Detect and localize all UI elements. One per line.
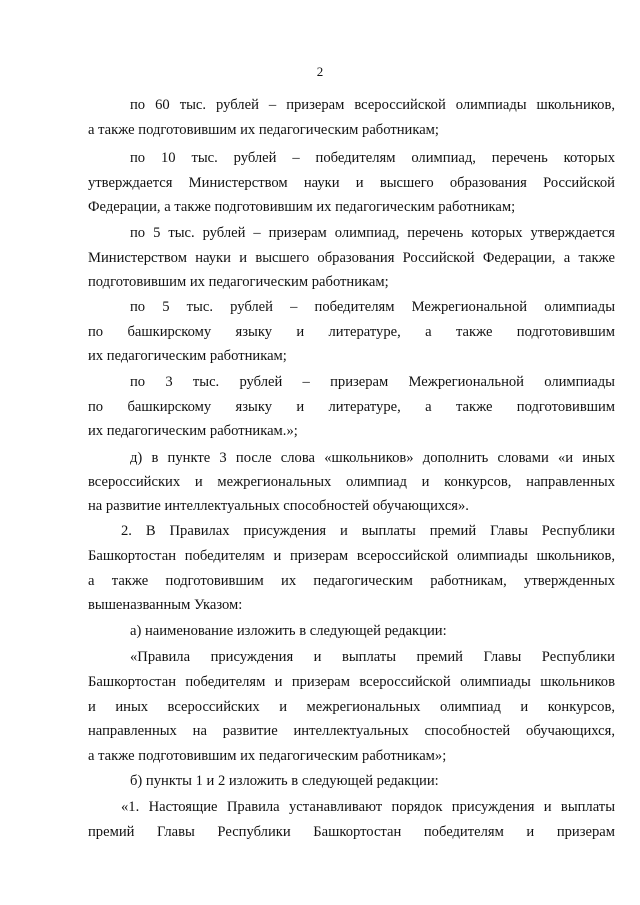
text-line: 2. В Правилах присуждения и выплаты премий Главы Республики [121, 523, 615, 539]
text-line: подготовившим их педагогическим работникам; [88, 274, 389, 290]
text-line: по 60 тыс. рублей – призерам всероссийской олимпиады школьников, [130, 97, 615, 113]
text-line: утверждается Министерством науки и высшего образования Российской [88, 175, 615, 191]
text-line: по башкирскому языку и литературе, а также подготовившим [88, 399, 615, 415]
text-line: б) пункты 1 и 2 изложить в следующей редакции: [130, 773, 439, 789]
text-line: их педагогическим работникам.»; [88, 423, 298, 439]
text-line: Башкортостан победителям и призерам всероссийской олимпиады школьников [88, 674, 615, 690]
text-line: а также подготовившим их педагогическим работникам»; [88, 748, 447, 764]
page-number: 2 [316, 64, 324, 79]
text-line: а также подготовившим их педагогическим работникам, утвержденных [88, 573, 615, 589]
text-line: «1. Настоящие Правила устанавливают порядок присуждения и выплаты [121, 799, 615, 815]
text-line: вышеназванным Указом: [88, 597, 243, 613]
text-line: всероссийских и межрегиональных олимпиад и конкурсов, направленных [88, 474, 615, 490]
text-line: их педагогическим работникам; [88, 348, 287, 364]
text-line: «Правила присуждения и выплаты премий Главы Республики [130, 649, 615, 665]
text-line: а также подготовившим их педагогическим работникам; [88, 122, 439, 138]
text-line: по 3 тыс. рублей – призерам Межрегиональной олимпиады [130, 374, 615, 390]
text-line: а) наименование изложить в следующей редакции: [130, 623, 447, 639]
text-line: Федерации, а также подготовившим их педагогическим работникам; [88, 199, 516, 215]
text-line: премий Главы Республики Башкортостан победителям и призерам [88, 824, 615, 840]
text-line: по 10 тыс. рублей – победителям олимпиад, перечень которых [130, 150, 615, 166]
text-line: Министерством науки и высшего образования Российской Федерации, а также [88, 250, 615, 266]
text-line: направленных на развитие интеллектуальных способностей обучающихся, [88, 723, 615, 739]
text-line: д) в пункте 3 после слова «школьников» дополнить словами «и иных [130, 450, 615, 466]
text-line: по башкирскому языку и литературе, а также подготовившим [88, 324, 615, 340]
text-line: на развитие интеллектуальных способностей обучающихся». [88, 498, 469, 514]
text-line: и иных всероссийских и межрегиональных олимпиад и конкурсов, [88, 699, 615, 715]
text-line: по 5 тыс. рублей – призерам олимпиад, перечень которых утверждается [130, 225, 615, 241]
text-line: по 5 тыс. рублей – победителям Межрегиональной олимпиады [130, 299, 615, 315]
text-line: Башкортостан победителям и призерам всероссийской олимпиады школьников, [88, 548, 615, 564]
